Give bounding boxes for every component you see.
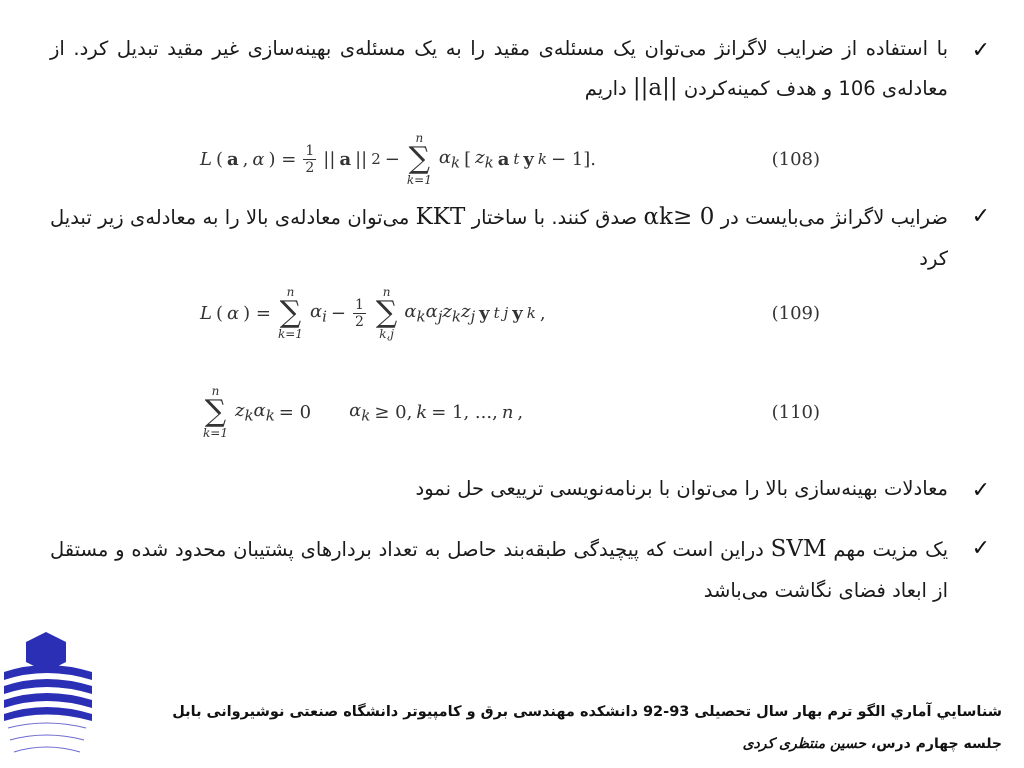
checkmark-icon: ✓ bbox=[971, 536, 990, 561]
bullet-text: می‌توان معادله‌ی بالا را به معادله‌ی زير تبديل کرد bbox=[50, 206, 948, 270]
math-inline: ||a|| bbox=[632, 75, 678, 102]
bullet-svm-advantage bbox=[50, 528, 990, 609]
equation-number: (108) bbox=[771, 148, 820, 170]
footer-author: حسين منتظری کردی bbox=[742, 736, 867, 752]
bullet-text: يک مزيت مهم bbox=[826, 538, 948, 561]
footer-line1: شناسايي آماري الگو ترم بهار سال تحصيلی 93-92 دانشکده مهندسی برق و کامپيوتر دانشگاه صنعتی نوشيروانی بابل bbox=[172, 704, 1002, 720]
equation-number: (110) bbox=[771, 401, 820, 423]
math-inline: αk≥ 0 bbox=[643, 204, 715, 230]
equation-109 bbox=[200, 286, 820, 340]
bullet-lagrange bbox=[50, 30, 990, 111]
equation-body: n ∑ k=1 $z_k\alpha_k$ = 0 $\alpha_k$ ≥ 0, k = 1, ..., n , bbox=[203, 384, 524, 440]
math-inline: SVM bbox=[770, 536, 827, 562]
math-inline: KKT bbox=[415, 204, 466, 230]
equation-number: (109) bbox=[771, 302, 820, 324]
checkmark-icon: ✓ bbox=[971, 478, 990, 503]
bullet-text: داريم bbox=[584, 77, 633, 101]
checkmark-icon: ✓ bbox=[971, 38, 990, 63]
bullet-kkt bbox=[50, 196, 990, 277]
bullet-text: با استفاده از ضرايب لاگرانژ می‌توان يک مسئله‌ی مقيد را به يک مسئله‌ی بهينه‌سازی غير مقيد تبديل کرد. از معادله‌ی 106 و هدف کمينه‌کردن bbox=[50, 37, 948, 101]
footer-session-info bbox=[112, 736, 1002, 752]
footer-course-info bbox=[112, 704, 1002, 720]
university-logo-icon bbox=[0, 628, 100, 768]
bullet-quadratic bbox=[50, 470, 990, 507]
bullet-text: صدق کنند. با ساختار bbox=[465, 206, 644, 229]
equation-body: L ( α ) = n ∑ k=1 $\alpha_i$ − $\frac{1}{2}$ n ∑ k,j $\alpha_k\alpha_jz_kz_j$ y t j y k , bbox=[200, 285, 546, 341]
checkmark-icon: ✓ bbox=[971, 204, 990, 229]
bullet-text: ضرايب لاگرانژ می‌بايست در bbox=[714, 206, 948, 229]
footer-line2: جلسه چهارم درس، bbox=[866, 736, 1002, 752]
equation-body: L ( a , α ) = $\frac{1}{2}$ || a || 2 − n ∑ k=1 $\alpha_k$ [ $z_k$ a t y k − 1]. bbox=[200, 131, 596, 187]
equation-108 bbox=[200, 132, 820, 186]
bullet-text: دراين است که پيچيدگی طبقه‌بند حاصل به تعداد بردارهای پشتيبان محدود شده و مستقل از ابعاد فضای نگاشت می‌باشد bbox=[50, 538, 948, 602]
equation-110 bbox=[200, 385, 820, 439]
bullet-text: معادلات بهينه‌سازی بالا را می‌توان با برنامه‌نويسی ترييعی حل نمود bbox=[415, 477, 948, 500]
